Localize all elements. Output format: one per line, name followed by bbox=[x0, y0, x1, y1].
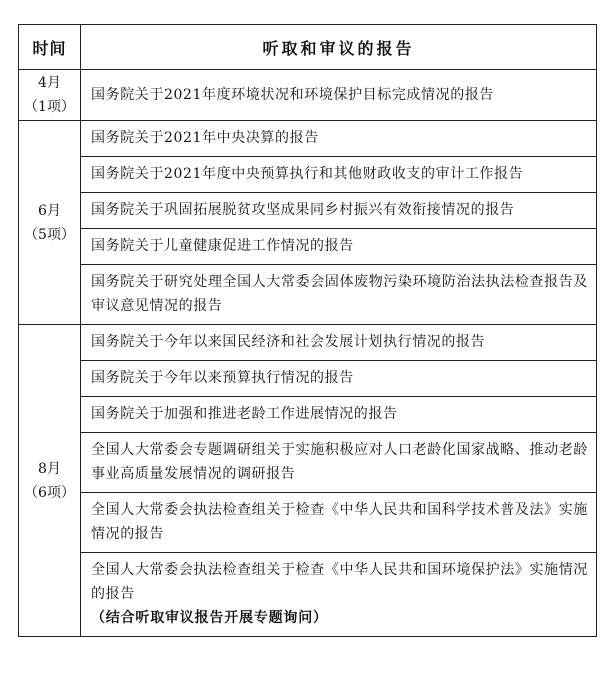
report-item-with-note bbox=[81, 553, 597, 637]
report-item: 国务院关于2021年度环境状况和环境保护目标完成情况的报告 bbox=[81, 70, 597, 121]
table-row bbox=[19, 229, 597, 265]
report-item: 国务院关于研究处理全国人大常委会固体废物污染环境防治法执法检查报告及审议意见情况的报告 bbox=[81, 265, 597, 325]
report-item: 国务院关于加强和推进老龄工作进展情况的报告 bbox=[81, 397, 597, 433]
month-cell-august bbox=[19, 325, 81, 637]
report-item: 国务院关于2021年中央决算的报告 bbox=[81, 121, 597, 157]
month-count: （1项） bbox=[24, 99, 75, 115]
table-row bbox=[19, 193, 597, 229]
report-item: 全国人大常委会执法检查组关于检查《中华人民共和国科学技术普及法》实施情况的报告 bbox=[81, 493, 597, 553]
report-item: 国务院关于2021年度中央预算执行和其他财政收支的审计工作报告 bbox=[81, 157, 597, 193]
month-count: （5项） bbox=[24, 226, 75, 243]
report-item-note: （结合听取审议报告开展专题询问） bbox=[91, 610, 328, 626]
table-row bbox=[19, 265, 597, 325]
table-row bbox=[19, 493, 597, 553]
table-row bbox=[19, 70, 597, 121]
header-reports: 听取和审议的报告 bbox=[81, 25, 597, 70]
table-row bbox=[19, 121, 597, 157]
report-item: 国务院关于儿童健康促进工作情况的报告 bbox=[81, 229, 597, 265]
report-item: 国务院关于今年以来预算执行情况的报告 bbox=[81, 361, 597, 397]
month-label: 4月 bbox=[38, 75, 61, 91]
header-row bbox=[19, 25, 597, 70]
table-row bbox=[19, 361, 597, 397]
report-item: 国务院关于今年以来国民经济和社会发展计划执行情况的报告 bbox=[81, 325, 597, 361]
report-item-text: 全国人大常委会执法检查组关于检查《中华人民共和国环境保护法》实施情况的报告 bbox=[91, 562, 588, 602]
table-row bbox=[19, 157, 597, 193]
month-cell-june bbox=[19, 121, 81, 325]
table-row bbox=[19, 397, 597, 433]
header-time: 时间 bbox=[19, 25, 81, 70]
report-item: 全国人大常委会专题调研组关于实施积极应对人口老龄化国家战略、推动老龄事业高质量发展情况的调研报告 bbox=[81, 433, 597, 493]
report-item: 国务院关于巩固拓展脱贫攻坚成果同乡村振兴有效衔接情况的报告 bbox=[81, 193, 597, 229]
report-table-container bbox=[18, 24, 596, 637]
month-cell-april bbox=[19, 70, 81, 121]
month-label: 8月 bbox=[38, 460, 61, 477]
month-label: 6月 bbox=[38, 202, 61, 219]
table-row bbox=[19, 553, 597, 637]
month-count: （6项） bbox=[24, 484, 75, 501]
table-row bbox=[19, 433, 597, 493]
report-schedule-table bbox=[18, 24, 597, 637]
table-row bbox=[19, 325, 597, 361]
